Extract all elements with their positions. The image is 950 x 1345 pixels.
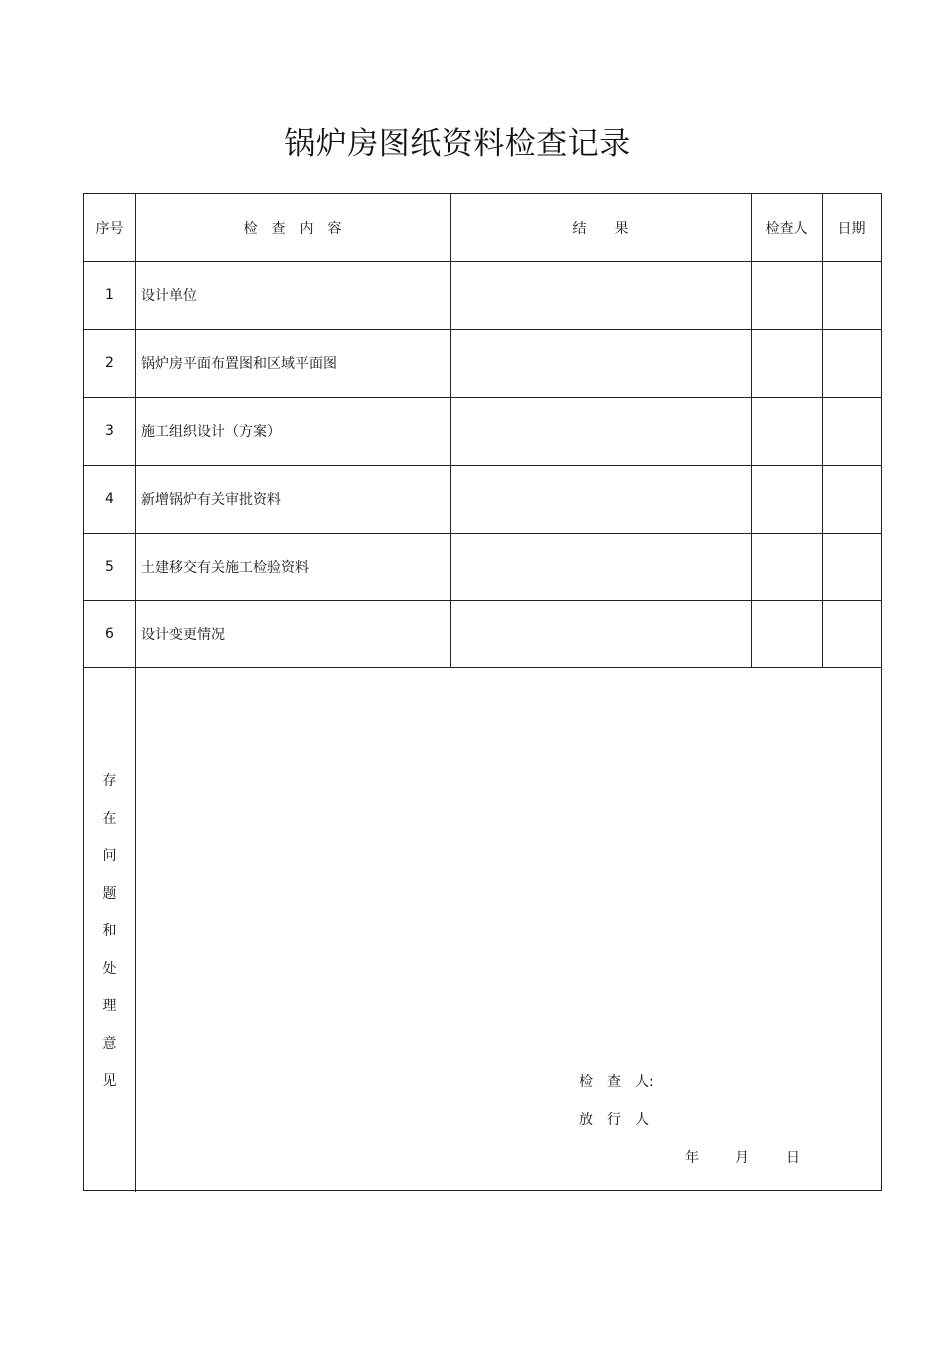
row-content: 施工组织设计（方案）	[141, 424, 281, 440]
row-seq: 5	[105, 558, 114, 575]
row-date-field[interactable]	[822, 329, 881, 397]
row-content: 设计单位	[141, 288, 197, 304]
row-inspector-field[interactable]	[751, 465, 822, 533]
row-seq: 4	[105, 491, 114, 507]
row-result-field[interactable]	[450, 465, 751, 533]
date-year-label: 年	[685, 1150, 699, 1166]
header-content: 检 查 内 容	[243, 220, 342, 237]
date-month-label: 月	[735, 1150, 749, 1166]
row-result-field[interactable]	[450, 261, 751, 329]
issues-text-area[interactable]	[135, 668, 881, 1088]
release-sign-label: 放 行 人	[579, 1112, 649, 1128]
issues-label-char: 存	[102, 773, 117, 789]
issues-label-char: 问	[102, 848, 117, 864]
row-date-field[interactable]	[822, 465, 881, 533]
row-inspector-field[interactable]	[751, 533, 822, 600]
header-inspector: 检查人	[765, 220, 808, 237]
row-content: 锅炉房平面布置图和区域平面图	[141, 356, 337, 372]
row-seq: 2	[105, 355, 114, 371]
inspector-sign-label: 检 查 人:	[579, 1074, 654, 1090]
row-result-field[interactable]	[450, 329, 751, 397]
issues-label-char: 理	[102, 998, 117, 1014]
issues-label-char: 在	[102, 810, 117, 827]
row-result-field[interactable]	[450, 533, 751, 600]
issues-label-char: 意	[102, 1035, 117, 1052]
date-day-label: 日	[786, 1150, 800, 1166]
row-seq: 6	[105, 625, 114, 642]
header-date: 日期	[837, 220, 866, 237]
row-inspector-field[interactable]	[751, 397, 822, 465]
row-inspector-field[interactable]	[751, 329, 822, 397]
issues-label-char: 和	[102, 923, 117, 939]
row-content: 设计变更情况	[141, 626, 225, 643]
row-content: 新增锅炉有关审批资料	[141, 492, 281, 508]
row-inspector-field[interactable]	[751, 261, 822, 329]
issues-label	[84, 668, 135, 1192]
header-seq: 序号	[95, 220, 124, 237]
inspection-table	[83, 193, 882, 1191]
row-content: 土建移交有关施工检验资料	[141, 559, 309, 576]
header-result: 结 果	[572, 220, 629, 237]
row-date-field[interactable]	[822, 397, 881, 465]
issues-label-char: 处	[102, 960, 117, 977]
row-result-field[interactable]	[450, 600, 751, 667]
row-seq: 3	[105, 423, 114, 439]
row-date-field[interactable]	[822, 533, 881, 600]
row-date-field[interactable]	[822, 600, 881, 667]
row-date-field[interactable]	[822, 261, 881, 329]
issues-label-char: 见	[102, 1073, 117, 1089]
row-inspector-field[interactable]	[751, 600, 822, 667]
row-result-field[interactable]	[450, 397, 751, 465]
page-title: 锅炉房图纸资料检查记录	[284, 126, 631, 162]
issues-label-char: 题	[102, 885, 117, 902]
row-seq: 1	[105, 287, 114, 303]
